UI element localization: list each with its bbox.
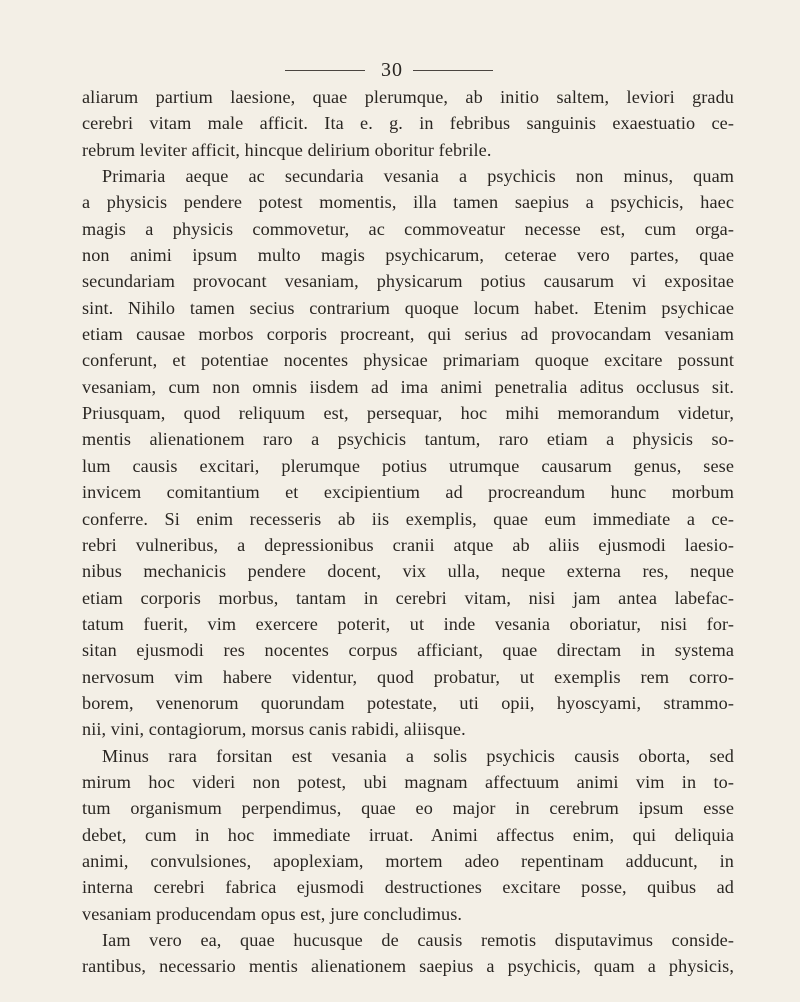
text-line: conferre. Si enim recesseris ab iis exemplis, quae eum immediate a ce- (82, 508, 734, 529)
text-line: vesaniam, cum non omnis iisdem ad ima animi penetralia aditus occlusus sit. (82, 376, 734, 397)
page-header (0, 58, 800, 84)
text-line: rebrum leviter afficit, hincque delirium oboritur febrile. (82, 139, 492, 160)
text-line: animi, convulsiones, apoplexiam, mortem adeo repentinam adducunt, in (82, 850, 734, 871)
text-line: nii, vini, contagiorum, morsus canis rabidi, aliisque. (82, 719, 466, 740)
text-line: debet, cum in hoc immediate irruat. Animi affectus enim, qui deliquia (82, 824, 734, 845)
text-line: rebri vulneribus, a depressionibus cranii atque ab aliis ejusmodi laesio- (82, 534, 734, 555)
header-rule-left (285, 70, 365, 71)
header-rule-right (413, 70, 493, 71)
text-line: borem, venenorum quorundam potestate, uti opii, hyoscyami, strammo- (82, 692, 734, 713)
text-line: sint. Nihilo tamen secius contrarium quoque locum habet. Etenim psychicae (82, 297, 734, 318)
text-line: sitan ejusmodi res nocentes corpus afficiant, quae directam in systema (82, 640, 734, 661)
text-line: cerebri vitam male afficit. Ita e. g. in febribus sanguinis exaestuatio ce- (82, 113, 734, 134)
text-line: Priusquam, quod reliquum est, persequar, hoc mihi memorandum videtur, (82, 403, 734, 424)
text-line: secundariam provocant vesaniam, physicarum potius causarum vi expositae (82, 271, 734, 292)
text-line: Primaria aeque ac secundaria vesania a psychicis non minus, quam (102, 166, 734, 187)
text-line: aliarum partium laesione, quae plerumque, ab initio saltem, leviori gradu (82, 87, 734, 107)
page-number: 30 (381, 59, 403, 81)
body-text (82, 84, 734, 980)
text-line: rantibus, necessario mentis alienationem saepius a psychicis, quam a physicis, (82, 956, 734, 977)
text-line: non animi ipsum multo magis psychicarum, ceterae vero partes, quae (82, 245, 734, 266)
text-line: tatum fuerit, vim exercere poterit, ut inde vesania oboriatur, nisi for- (82, 613, 734, 634)
text-line: conferunt, et potentiae nocentes physicae primariam quoque excitare possunt (82, 350, 734, 371)
text-line: mirum hoc videri non potest, ubi magnam affectuum animi vim in to- (82, 771, 734, 792)
text-line: mentis alienationem raro a psychicis tantum, raro etiam a physicis so- (82, 429, 734, 450)
text-line: magis a physicis commovetur, ac commoveatur necesse est, cum orga- (82, 218, 734, 239)
text-line: Minus rara forsitan est vesania a solis psychicis causis oborta, sed (102, 745, 734, 766)
text-line: a physicis pendere potest momentis, illa tamen saepius a psychicis, haec (82, 192, 734, 213)
text-line: interna cerebri fabrica ejusmodi destructiones excitare posse, quibus ad (82, 877, 734, 898)
text-line: nibus mechanicis pendere docent, vix ulla, neque externa res, neque (82, 561, 734, 582)
text-line: etiam corporis morbus, tantam in cerebri vitam, nisi jam antea labefac- (82, 587, 734, 608)
text-line: lum causis excitari, plerumque potius utrumque causarum genus, sese (82, 455, 734, 476)
text-line: vesaniam producendam opus est, jure concludimus. (82, 903, 463, 924)
text-line: nervosum vim habere videntur, quod probatur, ut exemplis rem corro- (82, 666, 734, 687)
text-line: etiam causae morbos corporis procreant, qui serius ad provocandam vesaniam (82, 324, 734, 345)
text-line: invicem comitantium et excipientium ad procreandum hunc morbum (82, 482, 734, 503)
text-line: tum organismum perpendimus, quae eo major in cerebrum ipsum esse (82, 798, 734, 819)
text-line: Iam vero ea, quae hucusque de causis remotis disputavimus conside- (102, 930, 734, 950)
